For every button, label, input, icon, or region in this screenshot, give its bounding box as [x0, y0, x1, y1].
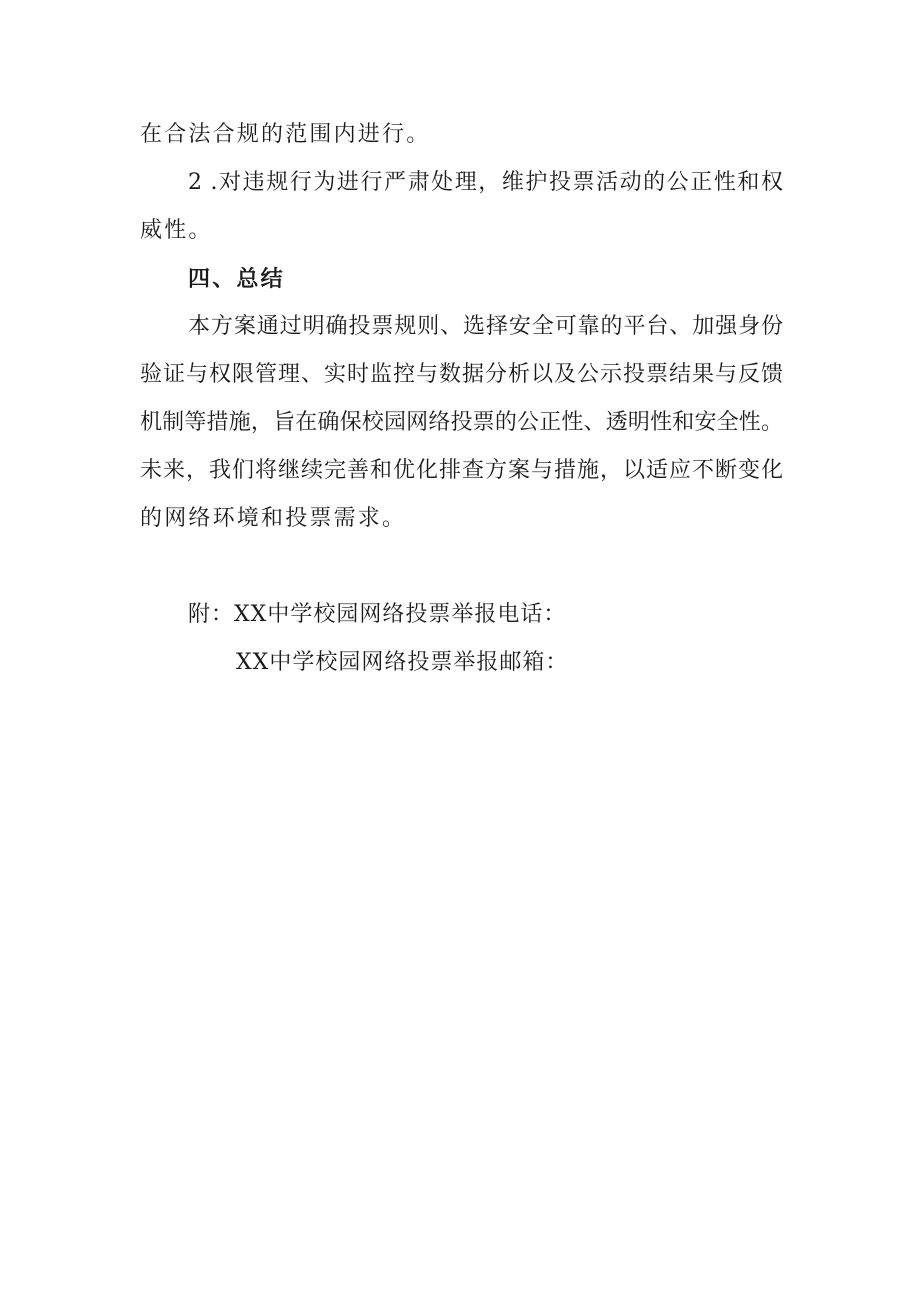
- summary-line-5: 的网络环境和投票需求。: [140, 506, 407, 531]
- section-4-heading: 四、总结: [188, 266, 285, 292]
- item-2-line-2: 威性。: [140, 218, 213, 243]
- appendix-email-line: XX中学校园网络投票举报邮箱：: [236, 650, 569, 675]
- paragraph-continuation-line: 在合法合规的范围内进行。: [140, 122, 431, 147]
- summary-line-1: 本方案通过明确投票规则、选择安全可靠的平台、加强身份: [188, 314, 783, 339]
- item-2-line-1: 2 .对违规行为进行严肃处理，维护投票活动的公正性和权: [188, 170, 783, 195]
- summary-line-2: 验证与权限管理、实时监控与数据分析以及公示投票结果与反馈: [140, 362, 783, 387]
- summary-line-4: 未来，我们将继续完善和优化排查方案与措施，以适应不断变化: [140, 458, 783, 483]
- summary-line-3: 机制等措施，旨在确保校园网络投票的公正性、透明性和安全性。: [140, 410, 783, 435]
- appendix-phone-line: 附：XX中学校园网络投票举报电话：: [188, 602, 567, 627]
